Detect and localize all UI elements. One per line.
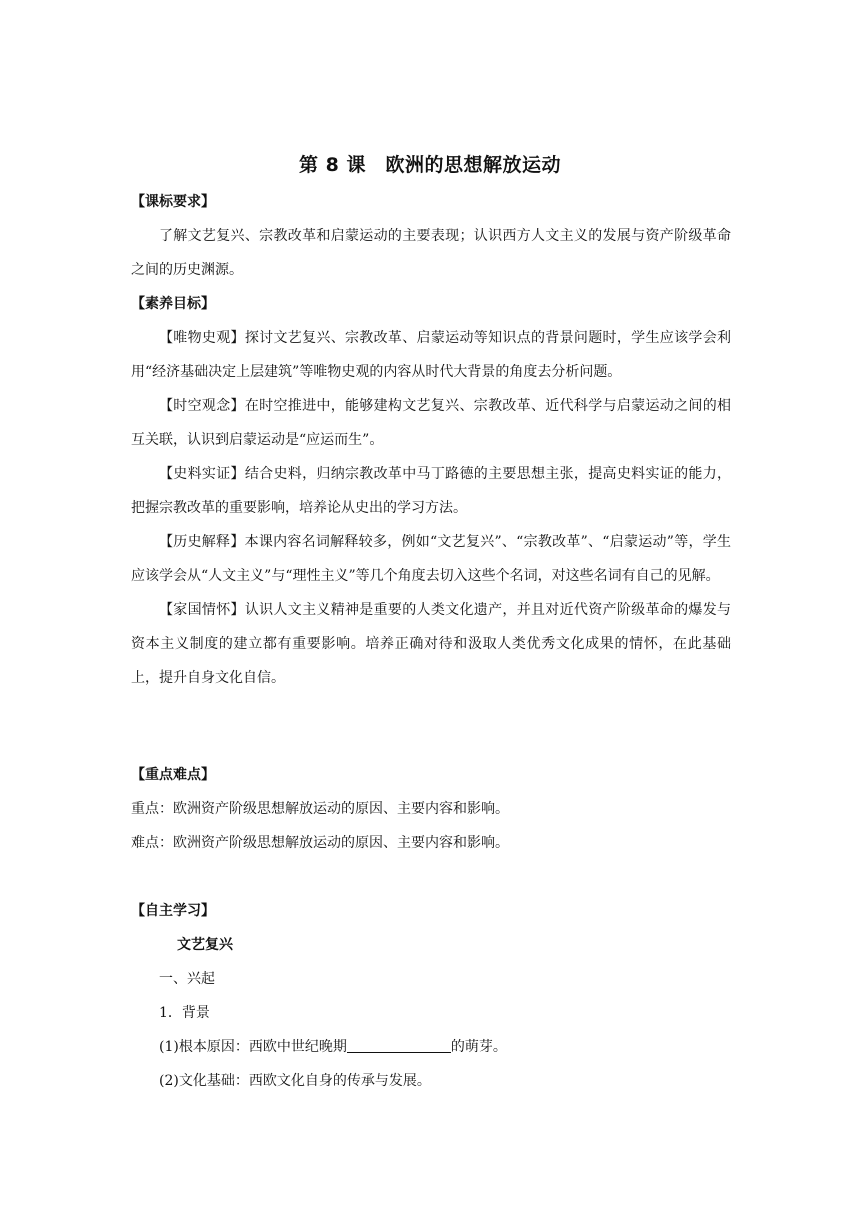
goal-interpretation: 【历史解释】本课内容名词解释较多，例如“文艺复兴”、“宗教改革”、“启蒙运动”等，学生应该学会从“人文主义”与“理性主义”等几个角度去切入这些个名词，对这些名词有自己的见解。 — [131, 534, 731, 584]
section-key-points — [131, 758, 731, 860]
goal-materialism: 【唯物史观】探讨文艺复兴、宗教改革、启蒙运动等知识点的背景问题时，学生应该学会利用“经济基础决定上层建筑”等唯物史观的内容从时代大背景的角度去分析问题。 — [131, 330, 731, 380]
section-self-study — [131, 894, 731, 1098]
root-cause-suffix: 的萌芽。 — [450, 1039, 507, 1055]
section-heading-self-study: 【自主学习】 — [131, 903, 215, 919]
outline-cultural-basis: (2)文化基础：西欧文化自身的传承与发展。 — [159, 1073, 431, 1089]
page-title: 第 8 课 欧洲的思想解放运动 — [299, 154, 561, 176]
section-heading-key: 【重点难点】 — [131, 767, 215, 783]
subtitle-renaissance: 文艺复兴 — [177, 937, 233, 953]
outline-root-cause — [131, 1030, 731, 1064]
key-point-text: 重点：欧洲资产阶级思想解放运动的原因、主要内容和影响。 — [131, 801, 509, 817]
goal-time-space: 【时空观念】在时空推进中，能够建构文艺复兴、宗教改革、近代科学与启蒙运动之间的相互关联，认识到启蒙运动是“应运而生”。 — [131, 398, 731, 448]
section-literacy-goals — [131, 287, 731, 695]
outline-rise: 一、兴起 — [159, 971, 215, 987]
root-cause-prefix: (1)根本原因：西欧中世纪晚期 — [159, 1039, 347, 1055]
section-standards — [131, 185, 731, 287]
fill-in-blank[interactable] — [347, 1036, 451, 1053]
goal-evidence: 【史料实证】结合史料，归纳宗教改革中马丁路德的主要思想主张，提高史料实证的能力，把握宗教改革的重要影响，培养论从史出的学习方法。 — [131, 466, 731, 516]
outline-background: 1．背景 — [159, 1005, 210, 1021]
difficult-point-text: 难点：欧洲资产阶级思想解放运动的原因、主要内容和影响。 — [131, 835, 509, 851]
section-heading-standards: 【课标要求】 — [131, 194, 215, 210]
standards-text: 了解文艺复兴、宗教改革和启蒙运动的主要表现；认识西方人文主义的发展与资产阶级革命之间的历史渊源。 — [131, 228, 731, 278]
goal-patriotism: 【家国情怀】认识人文主义精神是重要的人类文化遗产，并且对近代资产阶级革命的爆发与资本主义制度的建立都有重要影响。培养正确对待和汲取人类优秀文化成果的情怀，在此基础上，提升自身文化自信。 — [131, 602, 731, 686]
section-heading-literacy: 【素养目标】 — [131, 296, 215, 312]
